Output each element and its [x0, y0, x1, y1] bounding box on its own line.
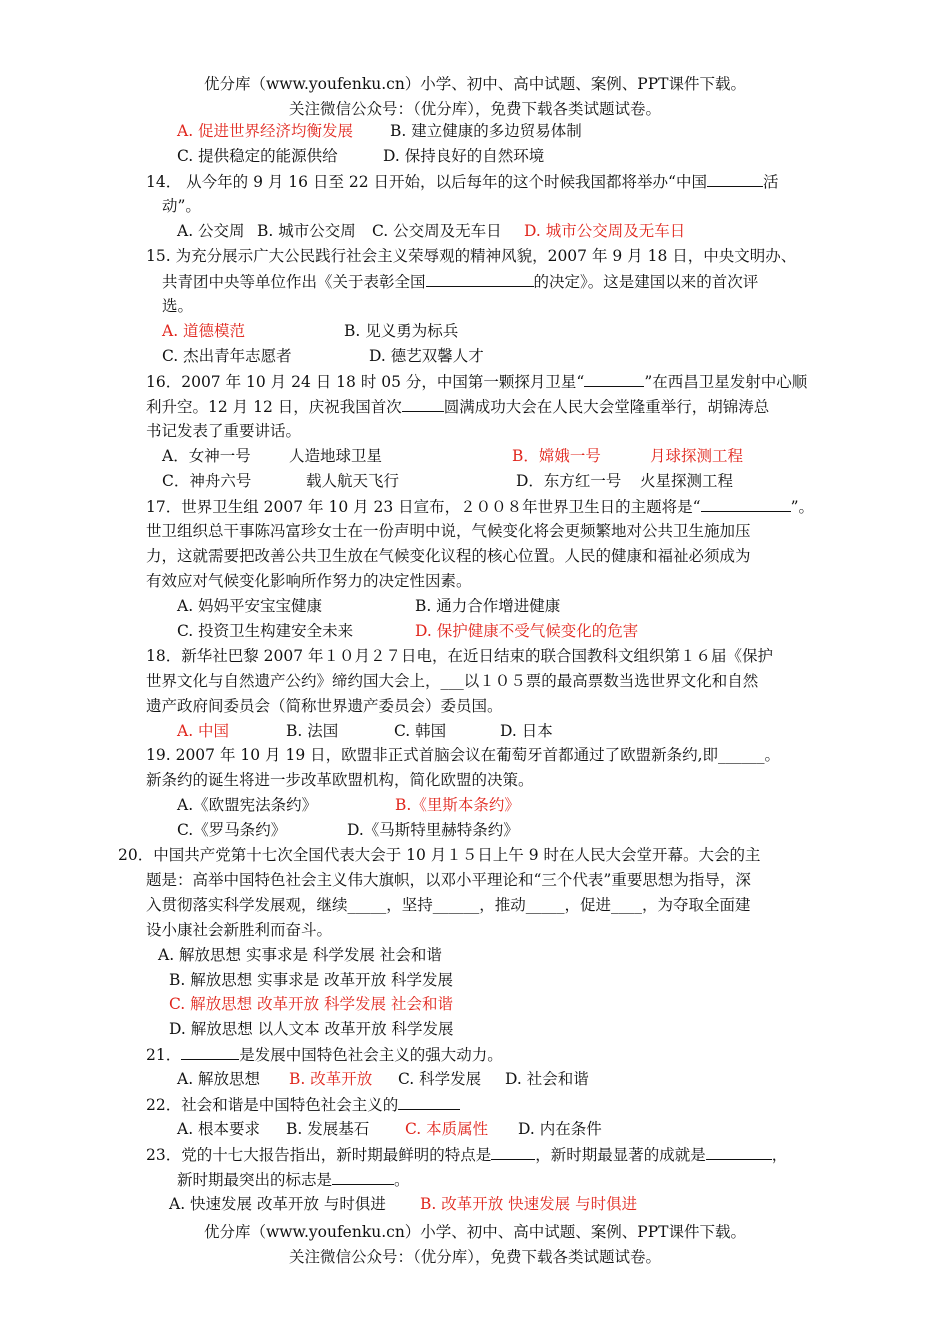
q17-option-b: B. 通力合作增进健康 [415, 597, 561, 615]
q23-stem-line-2: 新时期最突出的标志是 。 [177, 1171, 410, 1189]
q15-blank [426, 271, 534, 287]
q20-option-a: A. 解放思想 实事求是 科学发展 社会和谐 [158, 946, 442, 964]
q16-stem-line-1: 16．2007 年 10 月 24 日 18 时 05 分，中国第一颗探月卫星“ ”在西昌卫星发射中心顺 [146, 373, 808, 391]
q13-option-b: B. 建立健康的多边贸易体制 [390, 122, 582, 140]
q19-stem-line-2: 新条约的诞生将进一步改革欧盟机构，简化欧盟的决策。 [146, 771, 534, 789]
q14-option-b: B. 城市公交周 [257, 222, 356, 240]
q17-blank [701, 496, 791, 512]
q22-option-c: C. 本质属性 [405, 1120, 489, 1138]
q18-stem-line-1: 18．新华社巴黎 2007 年１０月２７日电，在近日结束的联合国教科文组织第１６届《保护 [146, 647, 774, 665]
q23-stem-line-1: 23．党的十七大报告指出，新时期最鲜明的特点是 ，新时期最显著的成就是 ， [146, 1146, 788, 1164]
q15-stem-line-1: 15. 为充分展示广大公民践行社会主义荣辱观的精神风貌，2007 年 9 月 18 日，中央文明办、 [146, 247, 797, 265]
footer-line-2: 关注微信公众号：（优分库），免费下载各类试题试卷。 [288, 1248, 661, 1266]
q20-stem-line-1: 20．中国共产党第十七次全国代表大会于 10 月１５日上午 9 时在人民大会堂开幕。大会的主 [118, 846, 761, 864]
q16-blank-1 [584, 371, 644, 387]
q19-stem-line-1: 19. 2007 年 10 月 19 日，欧盟非正式首脑会议在葡萄牙首都通过了欧盟新条约,即______。 [146, 746, 781, 764]
q16-stem-line-3: 书记发表了重要讲话。 [146, 422, 302, 440]
q15-option-b: B. 见义勇为标兵 [344, 322, 459, 340]
footer-line-1: 优分库（www.youfenku.cn）小学、初中、高中试题、案例、PPT课件下载。 [203, 1223, 747, 1241]
q21-option-a: A. 解放思想 [177, 1070, 261, 1088]
q16-option-d1: D．东方红一号 [516, 472, 622, 490]
q21-blank [181, 1044, 239, 1060]
q17-stem-line-2: 世卫组织总干事陈冯富珍女士在一份声明中说，气候变化将会更频繁地对公共卫生施加压 [146, 522, 751, 540]
q14-option-c: C. 公交周及无车日 [372, 222, 502, 240]
q15-option-d: D. 德艺双馨人才 [369, 347, 484, 365]
q23-blank-2 [706, 1144, 772, 1160]
q19-option-d: D.《马斯特里赫特条约》 [347, 821, 519, 839]
q19-option-b: B.《里斯本条约》 [395, 796, 520, 814]
q14-stem-line-1: 14． 从今年的 9 月 16 日至 22 日开始，以后每年的这个时候我国都将举办“中国 活 [146, 173, 779, 191]
q15-option-a: A. 道德模范 [162, 322, 246, 340]
q21-stem: 21． 是发展中国特色社会主义的强大动力。 [146, 1046, 503, 1064]
q23-option-a: A. 快速发展 改革开放 与时俱进 [169, 1195, 386, 1213]
q18-option-c: C. 韩国 [394, 722, 447, 740]
q18-option-b: B. 法国 [286, 722, 339, 740]
q13-option-a: A. 促进世界经济均衡发展 [177, 122, 354, 140]
q20-option-c: C. 解放思想 改革开放 科学发展 社会和谐 [169, 995, 453, 1013]
q21-option-b: B. 改革开放 [289, 1070, 373, 1088]
q19-option-a: A.《欧盟宪法条约》 [177, 796, 318, 814]
q22-option-d: D. 内在条件 [518, 1120, 602, 1138]
header-line-2: 关注微信公众号：（优分库），免费下载各类试题试卷。 [288, 100, 661, 118]
q18-option-d: D. 日本 [500, 722, 553, 740]
q14-stem-line-2: 动”。 [162, 197, 201, 215]
q15-stem-line-2: 共青团中央等单位作出《关于表彰全国 的决定》。这是建国以来的首次评 [162, 273, 759, 291]
q23-blank-3 [332, 1169, 394, 1185]
q17-stem-line-1: 17．世界卫生组 2007 年 10 月 23 日宣布，２００８年世界卫生日的主题将是“ ”。 [146, 498, 815, 516]
q17-option-a: A. 妈妈平安宝宝健康 [177, 597, 323, 615]
q16-option-a2: 人造地球卫星 [289, 447, 383, 465]
q20-stem-line-2: 题是：高举中国特色社会主义伟大旗帜，以邓小平理论和“三个代表”重要思想为指导，深 [146, 871, 751, 889]
q23-blank-1 [491, 1144, 535, 1160]
q13-option-c: C. 提供稳定的能源供给 [177, 147, 338, 165]
q14-blank [707, 171, 763, 187]
q16-option-c2: 载人航天飞行 [306, 472, 400, 490]
q14-option-d: D. 城市公交周及无车日 [524, 222, 686, 240]
q20-option-d: D. 解放思想 以人文本 改革开放 科学发展 [169, 1020, 454, 1038]
q17-stem-line-3: 力，这就需要把改善公共卫生放在气候变化议程的核心位置。人民的健康和福祉必须成为 [146, 547, 751, 565]
q15-stem-line-3: 选。 [162, 297, 194, 315]
q16-blank-2 [402, 396, 444, 412]
q16-option-b2: 月球探测工程 [650, 447, 744, 465]
q23-option-b: B. 改革开放 快速发展 与时俱进 [420, 1195, 638, 1213]
q20-stem-line-4: 设小康社会新胜利而奋斗。 [146, 921, 333, 939]
q18-stem-line-2: 世界文化与自然遗产公约》缔约国大会上，___以１０５票的最高票数当选世界文化和自然 [146, 672, 759, 690]
q17-stem-line-4: 有效应对气候变化影响所作努力的决定性因素。 [146, 572, 472, 590]
header-line-1: 优分库（www.youfenku.cn）小学、初中、高中试题、案例、PPT课件下载。 [203, 75, 747, 93]
q19-option-c: C.《罗马条约》 [177, 821, 287, 839]
q22-blank [398, 1094, 460, 1110]
q16-option-d2: 火星探测工程 [640, 472, 734, 490]
q22-option-a: A. 根本要求 [177, 1120, 261, 1138]
q17-option-c: C. 投资卫生构建安全未来 [177, 622, 354, 640]
q13-option-d: D. 保持良好的自然环境 [383, 147, 545, 165]
q18-stem-line-3: 遗产政府间委员会（简称世界遗产委员会）委员国。 [146, 697, 503, 715]
q16-stem-line-2: 利升空。12 月 12 日，庆祝我国首次 圆满成功大会在人民大会堂隆重举行，胡锦涛总 [146, 398, 770, 416]
q21-option-d: D. 社会和谐 [505, 1070, 589, 1088]
q17-option-d: D. 保护健康不受气候变化的危害 [415, 622, 639, 640]
q22-stem: 22．社会和谐是中国特色社会主义的 [146, 1094, 460, 1115]
q21-option-c: C. 科学发展 [398, 1070, 482, 1088]
q18-option-a: A. 中国 [177, 722, 230, 740]
q20-stem-line-3: 入贯彻落实科学发展观，继续_____，坚持______，推动_____，促进____，为夺取全面建 [146, 896, 751, 914]
q22-option-b: B. 发展基石 [286, 1120, 370, 1138]
q20-option-b: B. 解放思想 实事求是 改革开放 科学发展 [169, 971, 454, 989]
q16-option-c1: C．神舟六号 [162, 472, 252, 490]
q16-option-a1: A．女神一号 [162, 447, 251, 465]
q15-option-c: C. 杰出青年志愿者 [162, 347, 292, 365]
q16-option-b1: B．嫦娥一号 [512, 447, 601, 465]
q14-option-a: A. 公交周 [177, 222, 245, 240]
